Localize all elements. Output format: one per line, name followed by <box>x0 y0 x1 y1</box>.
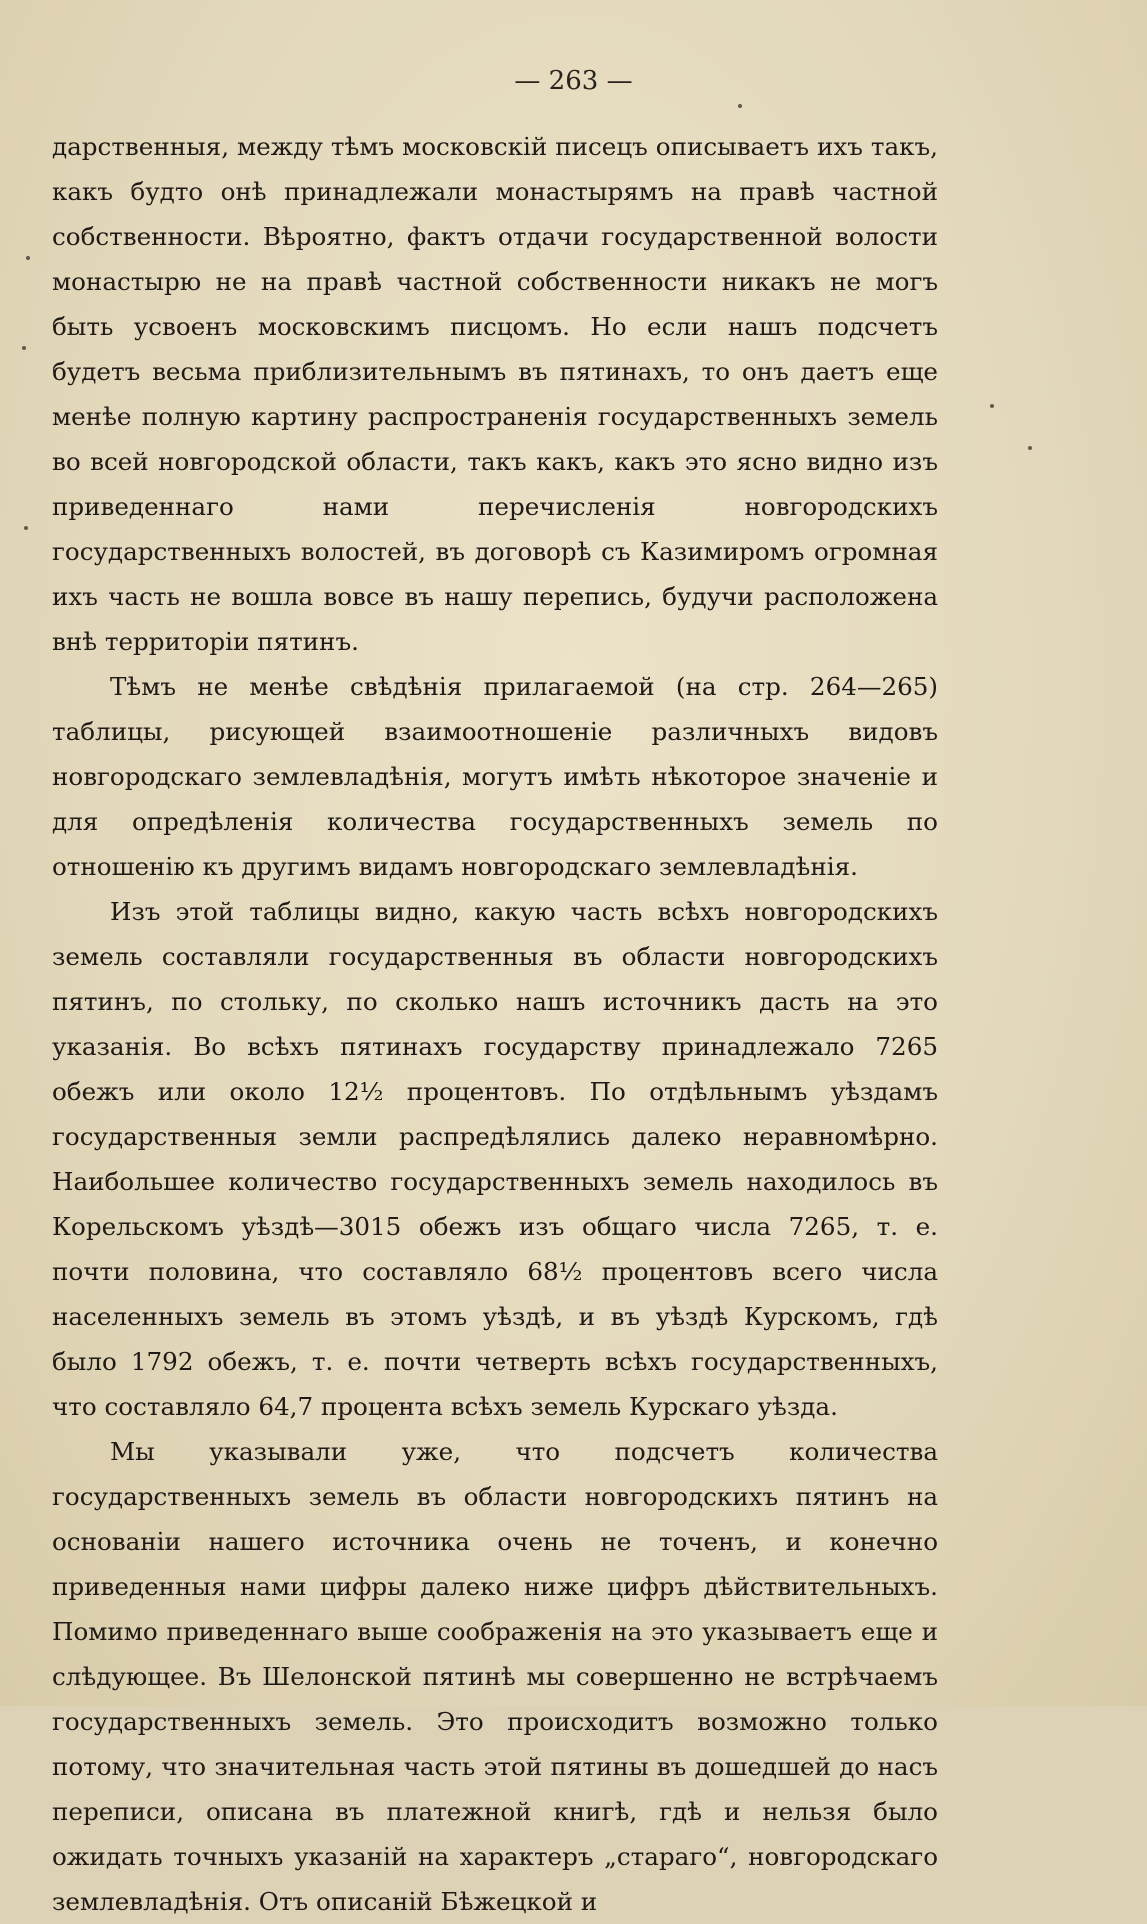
paragraph-4: Мы указывали уже, что подсчетъ количества государственныхъ земель въ области новгородскихъ пятинъ на основаніи нашего источника очень не точенъ, и конечно приведенныя нами цифры далеко ниже цифръ дѣйствительныхъ. Помимо приведеннаго выше соображенія на это указываетъ еще и слѣдующее. Въ Шелонской пятинѣ мы совершенно не встрѣчаемъ государственныхъ земель. Это происходитъ возможно только потому, что значительная часть этой пятины въ дошедшей до насъ переписи, описана въ платежной книгѣ, гдѣ и нельзя было ожидать точныхъ указаній на характеръ „стараго“, новгородскаго землевладѣнія. Отъ описаній Бѣжецкой и <box>52 1437 938 1916</box>
print-speck <box>26 256 30 260</box>
page-number: — 263 — <box>514 66 633 96</box>
print-speck <box>990 404 994 408</box>
paragraph-3: Изъ этой таблицы видно, какую часть всѣхъ новгородскихъ земель составляли государственныя въ области новгородскихъ пятинъ, по стольку, по сколько нашъ источникъ дасть на это указанія. Во всѣхъ пятинахъ государству принадлежало 7265 обежъ или около 12½ процентовъ. По отдѣльнымъ уѣздамъ государственныя земли распредѣлялись далеко неравномѣрно. Наибольшее количество государственныхъ земель находилось въ Корельскомъ уѣздѣ—3015 обежъ изъ общаго числа 7265, т. е. почти половина, что составляло 68½ процентовъ всего числа населенныхъ земель въ этомъ уѣздѣ, и въ уѣздѣ Курскомъ, гдѣ было 1792 обежъ, т. е. почти четверть всѣхъ государственныхъ, что составляло 64,7 процента всѣхъ земель Курскаго уѣзда. <box>52 897 938 1421</box>
print-speck <box>24 526 28 530</box>
print-speck <box>22 346 26 350</box>
paragraph-2: Тѣмъ не менѣе свѣдѣнія прилагаемой (на стр. 264—265) таблицы, рисующей взаимоотношеніе различныхъ видовъ новгородскаго землевладѣнія, могутъ имѣть нѣкоторое значеніе и для опредѣленія количества государственныхъ земель по отношенію къ другимъ видамъ новгородскаго землевладѣнія. <box>52 672 938 881</box>
print-speck <box>1028 446 1032 450</box>
paragraph-1: дарственныя, между тѣмъ московскій писецъ описываетъ ихъ такъ, какъ будто онѣ принадлежали монастырямъ на правѣ частной собственности. Вѣроятно, фактъ отдачи государственной волости монастырю не на правѣ частной собственности никакъ не могъ быть усвоенъ московскимъ писцомъ. Но если нашъ подсчетъ будетъ весьма приблизительнымъ въ пятинахъ, то онъ даетъ еще менѣе полную картину распространенія государственныхъ земель во всей новгородской области, такъ какъ, какъ это ясно видно изъ приведеннаго нами перечисленія новгородскихъ государственныхъ волостей, въ договорѣ съ Казимиромъ огромная ихъ часть не вошла вовсе въ нашу перепись, будучи расположена внѣ территоріи пятинъ. <box>52 132 938 656</box>
print-speck <box>738 104 742 108</box>
body-text <box>52 124 938 1924</box>
